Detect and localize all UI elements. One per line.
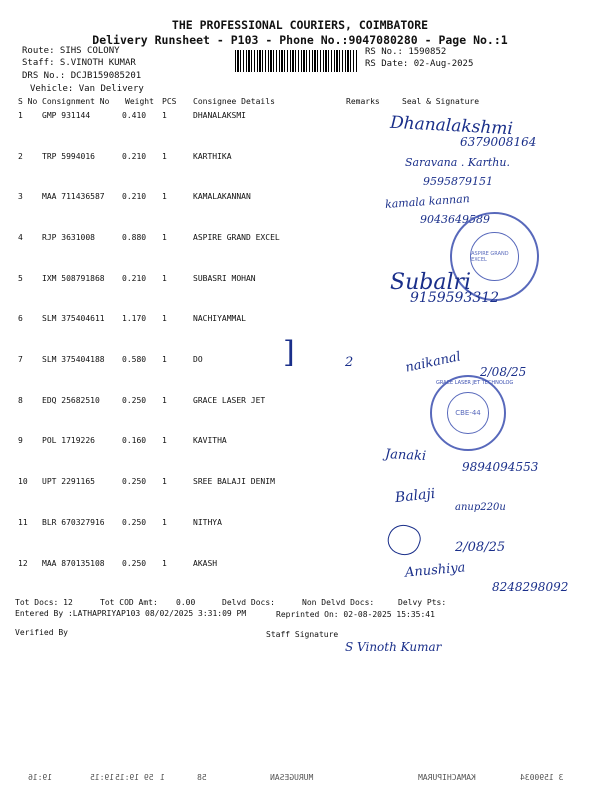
stamp-text: ASPIRE GRAND EXCEL	[471, 250, 509, 263]
row-weight: 1.170	[122, 314, 147, 323]
row-consignee: KAVITHA	[193, 436, 227, 445]
row-pcs: 1	[162, 477, 167, 486]
col-sno: S No	[18, 97, 38, 106]
row-consignee: GRACE LASER JET	[193, 396, 266, 405]
row-pcs: 1	[162, 152, 167, 161]
bleed-text-a: 3 1590034	[520, 773, 564, 782]
signature-row-1: Dhanalakshmi	[389, 112, 514, 140]
row-sno: 2	[18, 152, 23, 161]
rs-date: RS Date: 02-Aug-2025	[365, 59, 474, 69]
row-pcs: 1	[162, 274, 167, 283]
row-sno: 10	[18, 477, 28, 486]
row-pcs: 1	[162, 111, 167, 120]
row-weight: 0.580	[122, 355, 147, 364]
bleed-text-h: 19:16	[28, 773, 53, 782]
verified-by: Verified By	[15, 628, 68, 637]
row-weight: 0.410	[122, 111, 147, 120]
row-consignment: GMP 931144	[42, 111, 91, 120]
bleed-text-c: MURUGESAN	[270, 773, 314, 782]
phone-row-12: 8248298092	[492, 580, 569, 594]
row-pcs: 1	[162, 396, 167, 405]
drs-number: DRS No.: DCJB159085201	[22, 71, 142, 81]
row-pcs: 1	[162, 233, 167, 242]
phone-row-3: 9043649589	[420, 213, 490, 226]
signature-row-10: Balaji	[394, 485, 437, 507]
col-consignee: Consignee Details	[193, 97, 275, 106]
row-pcs: 1	[162, 192, 167, 201]
row-sno: 3	[18, 192, 23, 201]
grace-stamp-ring-text: GRACE LASER JET TECHNOLOG	[436, 380, 514, 386]
staff-signature: S Vinoth Kumar	[345, 640, 442, 654]
col-pcs: PCS	[162, 97, 177, 106]
row-sno: 5	[18, 274, 23, 283]
staff-signature-label: Staff Signature	[266, 630, 339, 639]
row-weight: 0.210	[122, 274, 147, 283]
col-seal-signature: Seal & Signature	[402, 97, 480, 106]
row-consignee: SREE BALAJI DENIM	[193, 477, 275, 486]
row-consignment: MAA 870135108	[42, 559, 105, 568]
row-sno: 8	[18, 396, 23, 405]
total-cod-label: Tot COD Amt:	[100, 598, 158, 607]
row-consignment: UPT 2291165	[42, 477, 95, 486]
row-weight: 0.210	[122, 192, 147, 201]
entered-by: Entered By :LATHAPRIYAP103 08/02/2025 3:31:09 PM	[15, 609, 247, 618]
reprinted-on: Reprinted On: 02-08-2025 15:35:41	[276, 610, 435, 619]
row-consignee: NITHYA	[193, 518, 222, 527]
grace-stamp	[430, 375, 506, 451]
row-weight: 0.160	[122, 436, 147, 445]
barcode-image	[235, 50, 357, 72]
total-docs: Tot Docs: 12	[15, 598, 73, 607]
signature-row-9: Janaki	[384, 446, 427, 465]
row-consignment: IXM 508791868	[42, 274, 105, 283]
row-consignee: KAMALAKANNAN	[193, 192, 251, 201]
row-consignment: POL 1719226	[42, 436, 95, 445]
signature-row-7: naikanal	[404, 349, 463, 376]
signature-row-11-scribble	[384, 520, 424, 559]
bleed-text-d: 58	[197, 773, 207, 782]
delivery-points: Delvy Pts:	[398, 598, 447, 607]
bleed-text-g: 19:15	[90, 773, 115, 782]
col-remarks: Remarks	[346, 97, 380, 106]
row-consignee: NACHIYAMMAL	[193, 314, 246, 323]
row-pcs: 1	[162, 518, 167, 527]
row-consignment: TRP 5994016	[42, 152, 95, 161]
row-consignee: DO	[193, 355, 203, 364]
row-sno: 4	[18, 233, 23, 242]
row-consignment: EDQ 25682510	[42, 396, 100, 405]
row-sno: 1	[18, 111, 23, 120]
row-pcs: 1	[162, 436, 167, 445]
signature-row-3: kamala kannan	[384, 192, 471, 211]
row-pcs: 1	[162, 559, 167, 568]
row-weight: 0.250	[122, 396, 147, 405]
phone-row-5: 9159593312	[410, 290, 500, 306]
stamp-text: CBE-44	[455, 409, 481, 417]
bleed-text-f: 59 19:15	[115, 773, 154, 782]
route-label: Route: SIHS COLONY	[22, 46, 120, 56]
mark-row-7-bracket: ]	[283, 335, 295, 370]
row-consignee: DHANALAKSMI	[193, 111, 246, 120]
row-sno: 7	[18, 355, 23, 364]
company-name: THE PROFESSIONAL COURIERS, COIMBATORE	[171, 18, 429, 32]
vehicle-label: Vehicle: Van Delivery	[30, 84, 144, 94]
row-sno: 9	[18, 436, 23, 445]
non-delivered-docs: Non Delvd Docs:	[302, 598, 375, 607]
mark-row-7-circle: 2	[345, 355, 354, 370]
runsheet-title: Delivery Runsheet - P103 - Phone No.:9047080280 - Page No.:1	[92, 33, 508, 47]
sub-row-10: anup220u	[455, 502, 506, 513]
phone-row-9: 9894094553	[462, 460, 539, 474]
col-consignment: Consignment No	[42, 97, 110, 106]
row-consignee: SUBASRI MOHAN	[193, 274, 256, 283]
row-weight: 0.250	[122, 477, 147, 486]
phone-row-1: 6379008164	[460, 135, 537, 149]
signature-row-2: Saravana . Karthu.	[405, 156, 510, 169]
signature-row-5: Subalri	[390, 270, 472, 295]
bleed-text-e: 1	[160, 773, 165, 782]
row-consignment: SLM 375404611	[42, 314, 105, 323]
row-consignment: BLR 670327916	[42, 518, 105, 527]
row-weight: 0.250	[122, 559, 147, 568]
row-pcs: 1	[162, 314, 167, 323]
bleed-text-b: KAMACHIPURAM	[418, 773, 476, 782]
row-sno: 12	[18, 559, 28, 568]
row-consignee: KARTHIKA	[193, 152, 232, 161]
row-pcs: 1	[162, 355, 167, 364]
row-consignee: ASPIRE GRAND EXCEL	[193, 233, 280, 242]
row-consignment: RJP 3631008	[42, 233, 95, 242]
date-row-7: 2/08/25	[480, 365, 527, 379]
col-weight: Weight	[125, 97, 154, 106]
total-cod-value: 0.00	[176, 598, 196, 607]
signature-row-12: Anushiya	[404, 560, 466, 581]
row-weight: 0.250	[122, 518, 147, 527]
row-weight: 0.210	[122, 152, 147, 161]
row-consignment: SLM 375404188	[42, 355, 105, 364]
row-sno: 6	[18, 314, 23, 323]
phone-row-2: 9595879151	[423, 175, 493, 188]
row-consignment: MAA 711436587	[42, 192, 105, 201]
row-sno: 11	[18, 518, 28, 527]
row-consignee: AKASH	[193, 559, 218, 568]
row-weight: 0.880	[122, 233, 147, 242]
staff-label: Staff: S.VINOTH KUMAR	[22, 58, 136, 68]
date-row-11: 2/08/25	[455, 540, 506, 555]
delivered-docs: Delvd Docs:	[222, 598, 275, 607]
rs-number: RS No.: 1590852	[365, 47, 447, 57]
